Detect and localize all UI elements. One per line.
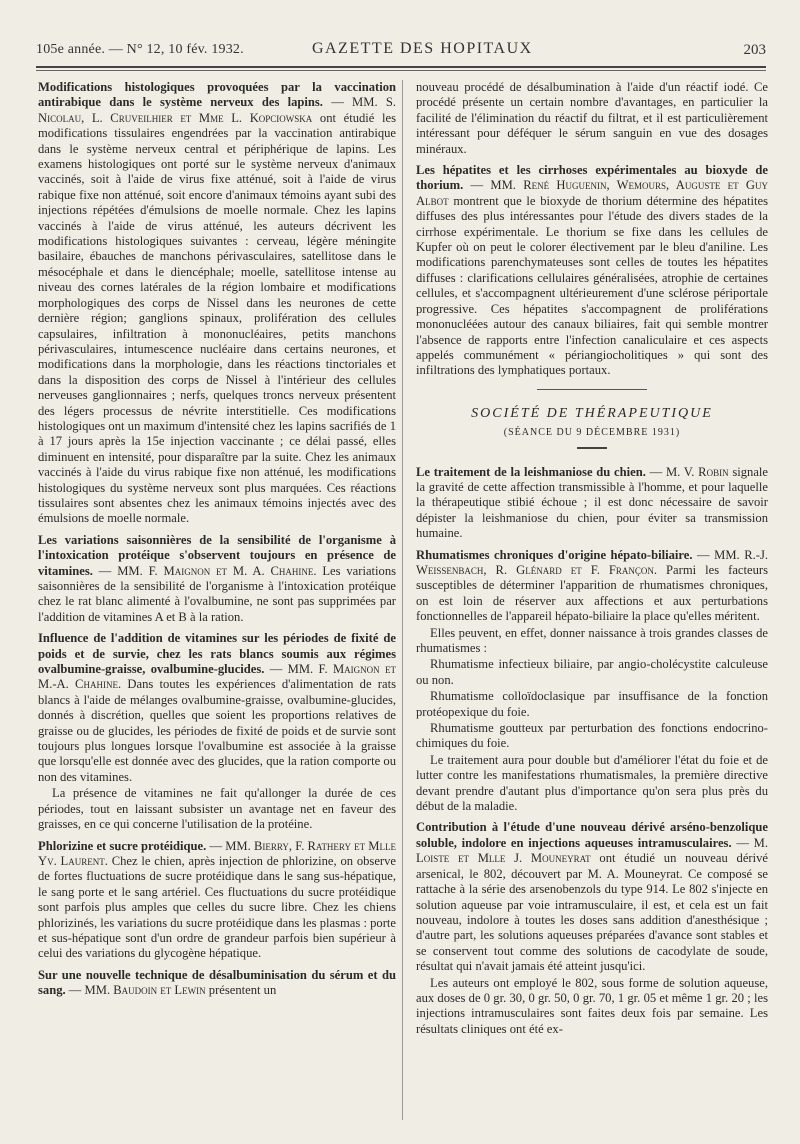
article-body: Parmi les facteurs susceptibles de déterminer l'apparition de rhumatismes chroniques, on est loin de réserver aux affections et aux perturbations fonctionnelles de l'appareil hépato-biliaire la place qu'elles méritent. [416,562,768,624]
article-paragraph: Rhumatisme infectieux biliaire, par angio-cholécystite calculeuse ou non. [416,657,768,687]
article-body: Les variations saisonnières de la sensibilité de l'organisme à l'intoxication protéique chez le rat blanc alimenté à l'ovalbumine, ne sont pas supprimées par l'addition de vitamines A et B à la ration. [38,563,397,624]
article: Rhumatismes chroniques d'origine hépato-biliaire. — MM. R.-J. Weissenbach, R. Glénard et F. Françon. Parmi les facteurs susceptibles de déterminer l'apparition de rhumatismes chroniques, on est loin de réserver aux affections et aux perturbations fonctionnelles de l'appareil hépato-biliaire la place qu'elles méritent. [416,547,769,624]
article: Modifications histologiques provoquées par la vaccination antirabique dans le système nerveux des lapins. — MM. S. Nicolau, L. Cruveilhier et Mme L. Kopciowska ont étudié les modifications tissulaires engendrées par la vaccination antirabique dans le système nerveux central et périphérique de lapins. Les examens histologiques ont porté sur le système nerveux d'animaux vaccinés, soit à l'aide de virus fixe atténué, soit à l'aide de virus rabique fixe non atténué, soit encore d'animaux témoins ayant subi des injections répétées d'émulsions de moelle normale. Chez les lapins vaccinés à l'aide de virus atténué, les auteurs décrivent les modifications histologiques suivantes : cerveau, légère méningite basilaire, ébauches de manchons périvasculaires, satellitose dans le mésocéphale et dans le diencéphale; moelle, satellitose intense au niveau des cornes latérales de la région lombaire et modifications morphologiques des corps de Nissel dans les neurones de cette dernière région; ganglions spinaux, prolifération des cellules capsulaires, infiltration à mononucléaires, petits manchons périvasculaires, intumescence nucléaire dans certains neurones, et modifications dans la morphologie, dans les réactions tinctoriales et dans la disposition des corps de Nissel à l'intérieur des cellules nerveuses ganglionnaires ; nerfs, quelques troncs nerveux présentent des légers processus de névrite interstitielle. Ces modifications histologiques ont un maximum d'intensité chez les lapins sacrifiés de 1 à 17 jours après la 15e injection vaccinante ; ce délai passé, elles diminuent en intensité, pour disparaître par la suite. Chez les animaux vaccinés à l'aide du virus rabique fixe non atténué, les modifications histologiques du système nerveux sont plus marquées. Ces réactions tissulaires sont absentes chez les animaux témoins injectés avec des émulsions de moelle normale. [38,80,397,526]
article-body: montrent que le bioxyde de thorium détermine des hépatites diffuses des plus intéressantes pour l'étude des divers stades de la cirrhose expérimentale. Le thorium se fixe dans les cellules de Kupfer où on peut le colorer électivement par le bleu d'aniline. Les modifications parenchymateuses sont celles de toutes les hépatites diffuses : clarifications cellulaires généralisées, atrophie de certaines cellules, et s'accompagnent ultérieurement d'une sclérose périportale progressive. Ces hépatites s'accompagnent de proliférations mononucléées autour des canaux biliaires, fait qui semble montrer l'absence de rapports entre l'infection canaliculaire et ces aspects appelés communément « périangiocholitiques » qui sont des infiltrations des lymphatiques portaux. [416,193,768,378]
article-body: ont étudié les modifications tissulaires engendrées par la vaccination antirabique dans le système nerveux central et périphérique de lapins. Les examens histologiques ont porté sur le système nerveux d'animaux vaccinés, soit à l'aide de virus fixe atténué, soit à l'aide de virus rabique fixe non atténué, soit encore d'animaux témoins ayant subi des injections répétées d'émulsions de moelle normale. Chez les lapins vaccinés à l'aide de virus atténué, les auteurs décrivent les modifications histologiques suivantes : cerveau, légère méningite basilaire, ébauches de manchons périvasculaires, satellitose dans le mésocéphale et dans le diencéphale; moelle, satellitose intense au niveau des cornes latérales de la région lombaire et modifications morphologiques des corps de Nissel dans les neurones de cette dernière région; ganglions spinaux, prolifération des cellules capsulaires, infiltration à mononucléaires, petits manchons périvasculaires, intumescence nucléaire dans certains neurones, et modifications dans la morphologie, dans les réactions tinctoriales et dans la disposition des corps de Nissel à l'intérieur des cellules nerveuses ganglionnaires ; nerfs, quelques troncs nerveux présentent des légers processus de névrite interstitielle. Ces modifications histologiques ont un maximum d'intensité chez les lapins sacrifiés de 1 à 17 jours après la 15e injection vaccinante ; ce délai passé, elles diminuent en intensité, pour disparaître par la suite. Chez les animaux vaccinés à l'aide du virus rabique fixe non atténué, les modifications histologiques du système nerveux sont plus marquées. Ces réactions tissulaires sont absentes chez les animaux témoins injectés avec des émulsions de moelle normale. [38,110,397,526]
article-authors: MM. F. Maignon et M. A. Chahine. [117,563,317,578]
journal-title: GAZETTE DES HOPITAUX [312,40,533,57]
article-paragraph: Les auteurs ont employé le 802, sous forme de solution aqueuse, aux doses de 0 gr. 30, 0 gr. 50, 0 gr. 70, 1 gr. 05 et même 1 gr. 20 ; les injections intramusculaires sont faites deux fois par semaine. Les résultats cliniques ont été ex- [416,975,768,1036]
article-authors: MM. René Huguenin, Wemours, Auguste et Guy Albot [416,178,768,208]
article-paragraph: Elles peuvent, en effet, donner naissance à trois grandes classes de rhumatismes : [416,625,768,655]
article: Phlorizine et sucre protéidique. — MM. Bierry, F. Rathery et Mlle Yv. Laurent. Chez le chien, après injection de phlorizine, on observe de fortes fluctuations de sucre protéidique dans le sang sus-hépatique, le sang porte et le sang artériel. Ces fluctuations du sucre protéidique sont parfois plus amples que celles du sucre libre. Chez les chiens phlorizinés, les variations du sucre protéidique dans les plasmas : porte et sus-hépatique sont d'un ordre de grandeur parfois bien supérieur à celui des variations du glycogène hépatique. [38,838,397,961]
section-title: SOCIÉTÉ DE THÉRAPEUTIQUE [471,405,713,421]
article-title: Rhumatismes chroniques d'origine hépato-biliaire. [416,547,693,562]
article-paragraph: La présence de vitamines ne fait qu'allonger la durée de ces périodes, tout en laissant subsister un avantage net en faveur des graisses, en ce qui concerne l'utilisation de la protéine. [38,786,396,832]
article-title: Le traitement de la leishmaniose du chien. [416,464,646,479]
article-body: présentent un [208,983,277,998]
session-date: (SÉANCE DU 9 DÉCEMBRE 1931) [503,427,681,439]
article-title: Phlorizine et sucre protéidique. [38,838,207,853]
article: Le traitement de la leishmaniose du chien. — M. V. Robin signale la gravité de cette affection transmissible à l'homme, et pour laquelle la thérapeutique stibié échoue ; il est donc nécessaire de savoir dépister la leishmaniose du chien, pour éviter sa transmission humaine. [416,464,769,541]
article-authors: MM. S. Nicolau, L. Cruveilhier et Mme L. Kopciowska [38,95,396,125]
column-divider [402,80,403,1120]
header-rule [36,66,766,68]
article-authors: MM. F. Maignon et M.-A. Chahine. [38,662,396,692]
article-continuation: nouveau procédé de désalbumination à l'aide d'un réactif iodé. Ce procédé présente un certain nombre d'avantages, en particulier la facilité de l'élimination du réactif du filtrat, et il est particulièrement intéressant pour déféquer le sérum sanguin en vue des dosages minéraux. [416,80,768,156]
article-title: Les hépatites et les cirrhoses expérimentales au bioxyde de thorium. [416,163,768,193]
article-title: Modifications histologiques provoquées par la vaccination antirabique dans le système nerveux des lapins. [38,80,396,110]
right-column [416,80,768,1043]
short-rule [577,447,607,449]
article-title: Contribution à l'étude d'une nouveau dérivé arséno-benzolique soluble, indolore en injections aqueuses intramusculaires. [416,820,768,850]
section-rule [537,389,647,390]
header-rule-thin [36,70,766,71]
article-paragraph: Rhumatisme goutteux par perturbation des fonctions endocrino-chimiques du foie. [416,721,768,751]
article-title: Influence de l'addition de vitamines sur les périodes de fixité de poids et de survie, chez les rats blancs soumis aux régimes ovalbumine-graisse, ovalbumine-glucides. [38,631,396,677]
article: Influence de l'addition de vitamines sur les périodes de fixité de poids et de survie, chez les rats blancs soumis aux régimes ovalbumine-graisse, ovalbumine-glucides. — MM. F. Maignon et M.-A. Chahine. Dans toutes les expériences d'alimentation de rats blancs à l'aide de mélanges ovalbumine-graisse, ovalbumine-glucides, donnés à discrétion, quelles que soient les proportions relatives de graisse ou de glucides, les périodes de fixité de poids et de survie sont toujours plus longues lorsque l'ovalbumine est associée à la graisse que lorsqu'elle est donnée avec des glucides, que la ration comporte ou non des vitamines. [38,631,396,784]
article: Contribution à l'étude d'une nouveau dérivé arséno-benzolique soluble, indolore en injections aqueuses intramusculaires. — M. Loiste et Mlle J. Mouneyrat ont étudié un nouveau dérivé arsenical, le 802, découvert par M. A. Mouneyrat. Ce composé se rattache à la série des arsenobenzols du type 914. Le 802 s'injecte en solution aqueuse par voie intramusculaire, il est, et cela est un fait nouveau, indolore à toutes les doses sans addition d'anesthésique ; d'autre part, les solutions aqueuses préparées d'avance sont stables et se conservent tout comme des solutions de cacodylate de soude, résultat qui n'avait jamais été atteint jusqu'ici. [416,820,769,974]
article-paragraph: Le traitement aura pour double but d'améliorer l'état du foie et de lutter contre les manifestations rhumatismales, la première directive devant prendre d'autant plus d'importance qu'on sera plus près du début de la maladie. [416,752,768,814]
article-authors: M. Loiste et Mlle J. Mouneyrat [416,835,768,866]
page-number: 203 [743,42,766,58]
article: Les variations saisonnières de la sensibilité de l'organisme à l'intoxication protéique s'observent toujours en présence de vitamines. — MM. F. Maignon et M. A. Chahine. Les variations saisonnières de la sensibilité de l'organisme à l'intoxication protéique chez le rat blanc alimenté à l'ovalbumine, ne sont pas supprimées par l'addition de vitamines A et B à la ration. [38,532,397,624]
issue-info: 105e année. — N° 12, 10 fév. 1932. [36,42,244,57]
article-body: ont étudié un nouveau dérivé arsenical, le 802, découvert par M. A. Mouneyrat. Ce composé se rattache à la série des arsenobenzols du type 914. Le 802 s'injecte en solution aqueuse par voie intramusculaire, il est, et cela est un fait nouveau, indolore à toutes les doses sans addition d'anesthésique ; d'autre part, les solutions aqueuses préparées d'avance sont stables et se conservent tout comme des solutions de cacodylate de soude, résultat qui n'avait jamais été atteint jusqu'ici. [416,851,769,974]
page-header [36,40,766,64]
article: Les hépatites et les cirrhoses expérimentales au bioxyde de thorium. — MM. René Huguenin, Wemours, Auguste et Guy Albot montrent que le bioxyde de thorium détermine des hépatites diffuses des plus intéressantes pour l'étude des divers stades de la cirrhose expérimentale. Le thorium se fixe dans les cellules de Kupfer où on peut le colorer électivement par le bleu d'aniline. Les modifications parenchymateuses sont celles de toutes les hépatites diffuses : clarifications cellulaires généralisées, atrophie de certaines cellules, et s'accompagnent ultérieurement d'une sclérose périportale progressive. Ces hépatites s'accompagnent de proliférations mononucléées autour des canaux biliaires, fait qui semble montrer l'absence de rapports entre l'infection canaliculaire et ces aspects appelés communément « périangiocholitiques » qui sont des infiltrations des lymphatiques portaux. [416,163,768,378]
article-body: signale la gravité de cette affection transmissible à l'homme, et pour laquelle la thérapeutique stibié échoue ; il est donc nécessaire de savoir dépister la leishmaniose du chien, pour éviter sa transmission humaine. [416,464,769,541]
left-column [38,80,396,1005]
article-paragraph: Rhumatisme colloïdoclasique par insuffisance de la fonction protéopexique du foie. [416,689,768,719]
article-authors: MM. Baudoin et Lewin [84,983,206,998]
article: Sur une nouvelle technique de désalbuminisation du sérum et du sang. — MM. Baudoin et Lewin présentent un [38,967,396,998]
article-title: Les variations saisonnières de la sensibilité de l'organisme à l'intoxication protéique s'observent toujours en présence de vitamines. [38,532,396,578]
article-authors: MM. R.-J. Weissenbach, R. Glénard et F. Françon. [416,547,769,577]
article-title: Sur une nouvelle technique de désalbuminisation du sérum et du sang. [38,967,396,998]
article-authors: MM. Bierry, F. Rathery et Mlle Yv. Laurent. [38,838,396,868]
article-body: Dans toutes les expériences d'alimentation de rats blancs à l'aide de mélanges ovalbumine-graisse, ovalbumine-glucides, donnés à discrétion, quelles que soient les proportions relatives de graisse ou de glucides, les périodes de fixité de poids et de survie sont toujours plus longues lorsque l'ovalbumine est associée à la graisse que lorsqu'elle est donnée avec des glucides, que la ration comporte ou non des vitamines. [38,677,396,784]
article-body: Chez le chien, après injection de phlorizine, on observe de fortes fluctuations de sucre protéidique dans le sang sus-hépatique, le sang porte et le sang artériel. Ces fluctuations du sucre protéidique sont parfois plus amples que celles du sucre libre. Chez les chiens phlorizinés, les variations du sucre protéidique dans les plasmas : porte et sus-hépatique sont d'un ordre de grandeur parfois bien supérieur à celui des variations du glycogène hépatique. [38,853,397,961]
article-authors: M. V. Robin [665,464,729,479]
